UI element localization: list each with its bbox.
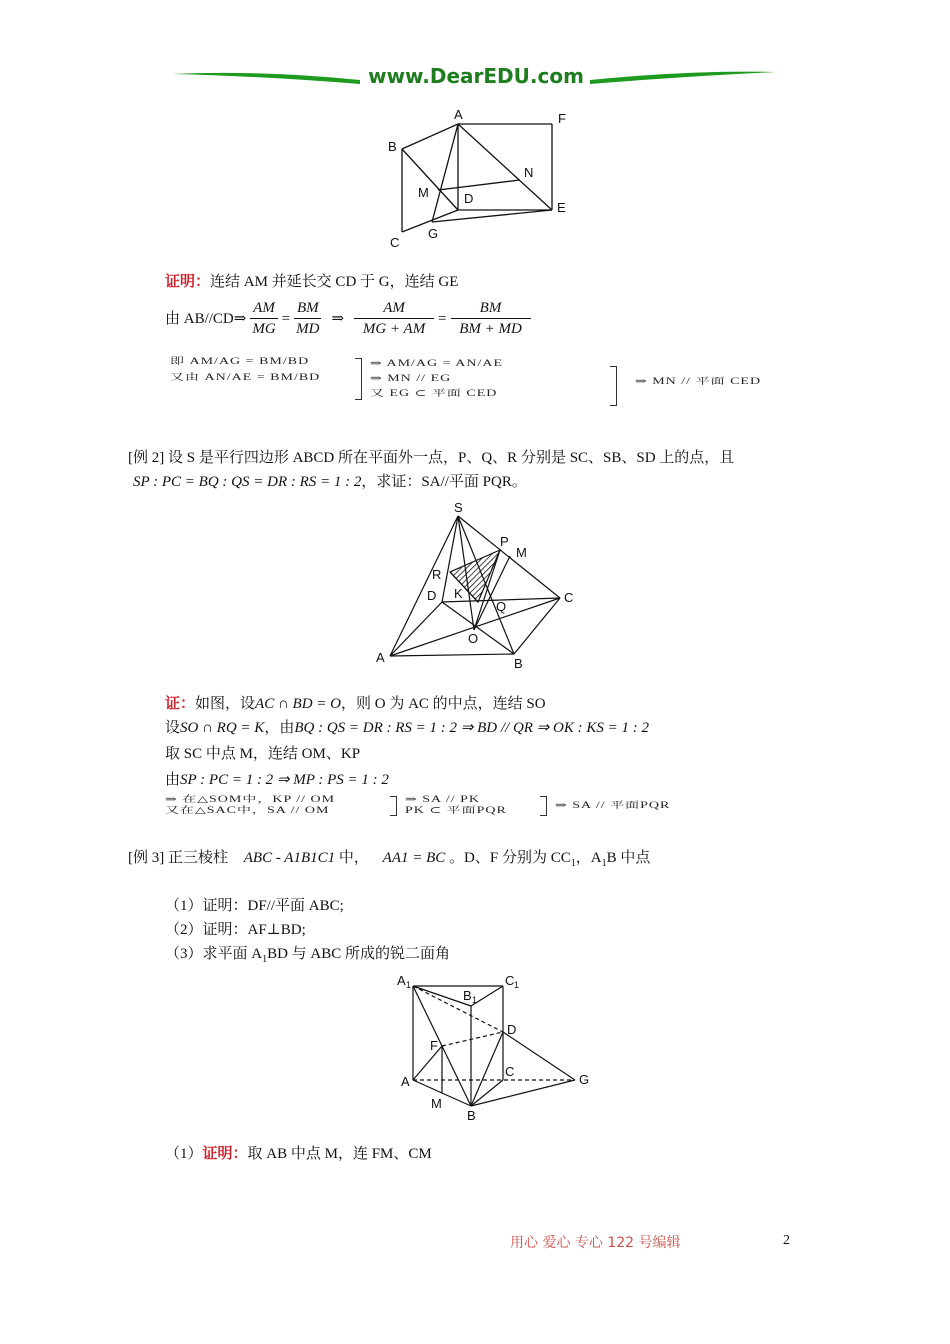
fraction-bm-md: $\frac{BM}{MD}$ bbox=[296, 300, 320, 337]
fraction-bm-sum: $\frac{BM}{BM + MD}$ bbox=[451, 298, 531, 339]
figure-1 bbox=[380, 104, 580, 254]
fig3-label-G: G bbox=[579, 1072, 590, 1087]
svg-text:1: 1 bbox=[406, 980, 412, 990]
fig2-label-S: S bbox=[454, 500, 463, 515]
fraction-am-sum: $\frac{AM}{MG + AM}$ bbox=[354, 298, 434, 339]
example3-q3: （3）求平面 $A_1BD$ 与 ABC 所成的锐二面角 bbox=[165, 946, 451, 965]
fig2-label-M: M bbox=[516, 545, 527, 560]
fig3-label-B1: B bbox=[463, 988, 472, 1003]
example3-line1: [例 3] 正三棱柱 ABC - A1B1C1 中， AA1 = BC 。D、F 分别为 $CC_1$，$A_1B$ 中点 bbox=[128, 850, 651, 869]
proof2-line4: 由SP : PC = 1 : 2 ⇒ MP : PS = 1 : 2 bbox=[165, 772, 389, 788]
fig1-label-B: B bbox=[388, 139, 397, 154]
fig1-label-G: G bbox=[428, 226, 439, 241]
fig2-label-D: D bbox=[427, 588, 437, 603]
fraction-am-mg: $\frac{AM}{MG}$ bbox=[252, 300, 276, 337]
proof2-line1: 证：如图，设AC ∩ BD = O，则 O 为 AC 的中点，连结 SO bbox=[165, 696, 546, 712]
fig1-label-D: D bbox=[464, 191, 474, 206]
fig2-label-C: C bbox=[564, 590, 574, 605]
fig3-label-C: C bbox=[505, 1064, 515, 1079]
fig3-label-B: B bbox=[467, 1108, 476, 1122]
fig3-label-A1: A bbox=[397, 973, 406, 988]
fig2-label-K: K bbox=[454, 586, 463, 601]
fig3-label-D: D bbox=[507, 1022, 517, 1037]
fig3-label-A: A bbox=[401, 1074, 410, 1089]
example3-q1: （1）证明：DF//平面 ABC; bbox=[165, 898, 344, 914]
proof2-line3: 取 SC 中点 M，连结 OM、KP bbox=[165, 746, 361, 762]
proof1-blurred-block: 即 AM/AG = BM/BD 又由 AN/AE = BM/BD ⇒ AM/AG = AN/AE ⇒ MN // EG 又 EG ⊂ 平面 CED ⇒ MN // 平面 CED bbox=[165, 358, 875, 406]
fig3-label-M: M bbox=[431, 1096, 442, 1111]
page-number: 2 bbox=[783, 1233, 790, 1248]
example2-line2: SP : PC = BQ : QS = DR : RS = 1 : 2，求证：SA//平面 PQR。 bbox=[133, 474, 527, 490]
proof-label: 证明： bbox=[165, 274, 211, 290]
svg-text:1: 1 bbox=[514, 980, 520, 990]
fig2-label-B: B bbox=[514, 656, 523, 671]
brace-left bbox=[355, 358, 362, 400]
proof1-line2: 由 AB//CD⇒ $\frac{AM}{MG}$ = $\frac{BM}{MD}$ ⇒ $\frac{AM}{MG + AM}$ = $\frac{BM}{BM + MD}$ bbox=[165, 298, 535, 339]
proof3-line1: （1）证明：取 AB 中点 M，连 FM、CM bbox=[165, 1146, 432, 1162]
figure-2 bbox=[370, 500, 590, 672]
fig1-label-N: N bbox=[524, 165, 534, 180]
fig1-label-C: C bbox=[390, 235, 400, 250]
figure-3 bbox=[395, 972, 605, 1122]
fig1-label-A: A bbox=[454, 107, 463, 122]
fig2-label-A: A bbox=[376, 650, 385, 665]
fig1-label-F: F bbox=[558, 111, 566, 126]
fig2-label-O: O bbox=[468, 631, 479, 646]
fig2-label-R: R bbox=[432, 567, 442, 582]
example2-line1: [例 2] 设 S 是平行四边形 ABCD 所在平面外一点，P、Q、R 分别是 SC、SB、SD 上的点，且 bbox=[128, 450, 735, 466]
fig1-label-E: E bbox=[557, 200, 566, 215]
proof2-line2: 设SO ∩ RQ = K，由BQ : QS = DR : RS = 1 : 2 ⇒ BD // QR ⇒ OK : KS = 1 : 2 bbox=[165, 720, 649, 736]
fig3-label-F: F bbox=[430, 1038, 438, 1053]
proof2-blurred-block: ⇒ 在△SOM中，KP // OM 又在△SAC中，SA // OM ⇒ SA // PK PK ⊂ 平面PQR ⇒ SA // 平面PQR bbox=[165, 794, 671, 816]
logo-text: www.DearEDU.com bbox=[368, 64, 584, 88]
svg-text:1: 1 bbox=[472, 995, 478, 1005]
proof1-line1: 证明：连结 AM 并延长交 CD 于 G，连结 GE bbox=[165, 274, 459, 290]
header-logo bbox=[170, 62, 780, 96]
fig1-label-M: M bbox=[418, 185, 429, 200]
example3-q2: （2）证明：AF⊥BD; bbox=[165, 922, 306, 938]
fig2-label-Q: Q bbox=[496, 599, 507, 614]
fig3-label-C1: C bbox=[505, 973, 515, 988]
footer-text: 用心 爱心 专心 122 号编辑 bbox=[510, 1235, 681, 1251]
brace-right bbox=[610, 366, 617, 406]
fig2-label-P: P bbox=[500, 534, 509, 549]
